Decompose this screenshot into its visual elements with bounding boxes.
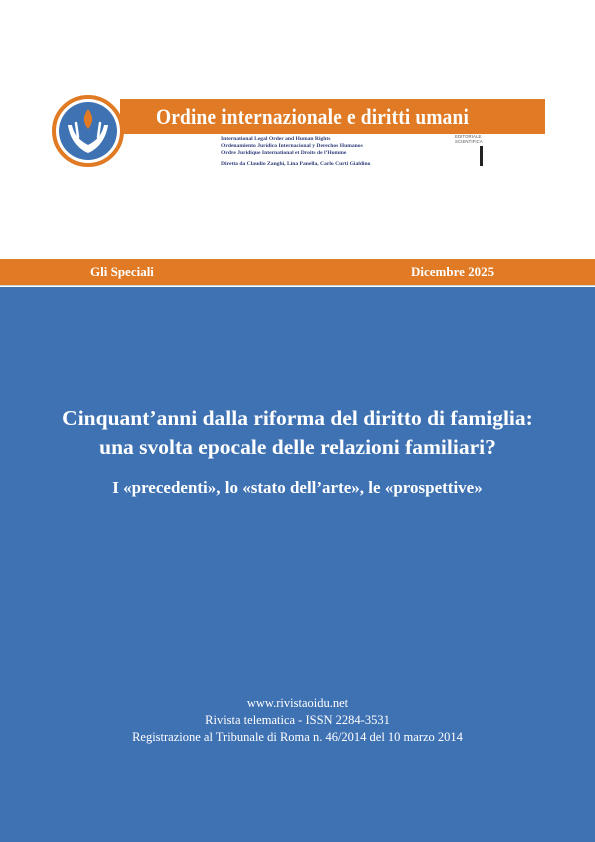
journal-subtitles [221, 136, 451, 157]
cover-title [0, 404, 595, 462]
registration-text: Registrazione al Tribunale di Roma n. 46/2014 del 10 marzo 2014 [132, 730, 463, 744]
website-link[interactable]: www.rivistaoidu.net [246, 696, 349, 710]
publisher-line-2: SCIENTIFICA [455, 138, 483, 144]
subtitle-spanish: Ordenamiento Jurídico Internacional y Derechos Humanos [221, 142, 363, 149]
journal-directors: Diretta da Claudio Zanghì, Lina Panella, Carlo Curti Gialdino [221, 161, 371, 167]
journal-logo-icon [52, 95, 124, 167]
issn-text: Rivista telematica - ISSN 2284-3531 [205, 713, 390, 727]
publisher-logo-icon [480, 146, 483, 166]
cover-title-line-2: una svolta epocale delle relazioni familiari? [99, 435, 496, 459]
publisher-line-1: EDITORIALE [455, 134, 482, 139]
journal-title: Ordine internazionale e diritti umani [156, 104, 470, 129]
publisher-mark-text [455, 135, 485, 145]
cover-subtitle: I «precedenti», lo «stato dell’arte», le «prospettive» [112, 478, 483, 497]
subtitle-french: Ordre Juridique International et Droits de l’Homme [221, 149, 347, 156]
cover-panel [0, 287, 595, 842]
section-label: Gli Speciali [90, 264, 154, 279]
hands-flame-icon [52, 95, 124, 167]
cover-footer [0, 695, 595, 746]
issue-date: Dicembre 2025 [411, 264, 495, 279]
subtitle-english: International Legal Order and Human Rights [221, 136, 331, 142]
cover-title-line-1: Cinquant’anni dalla riforma del diritto di famiglia: [62, 406, 533, 430]
